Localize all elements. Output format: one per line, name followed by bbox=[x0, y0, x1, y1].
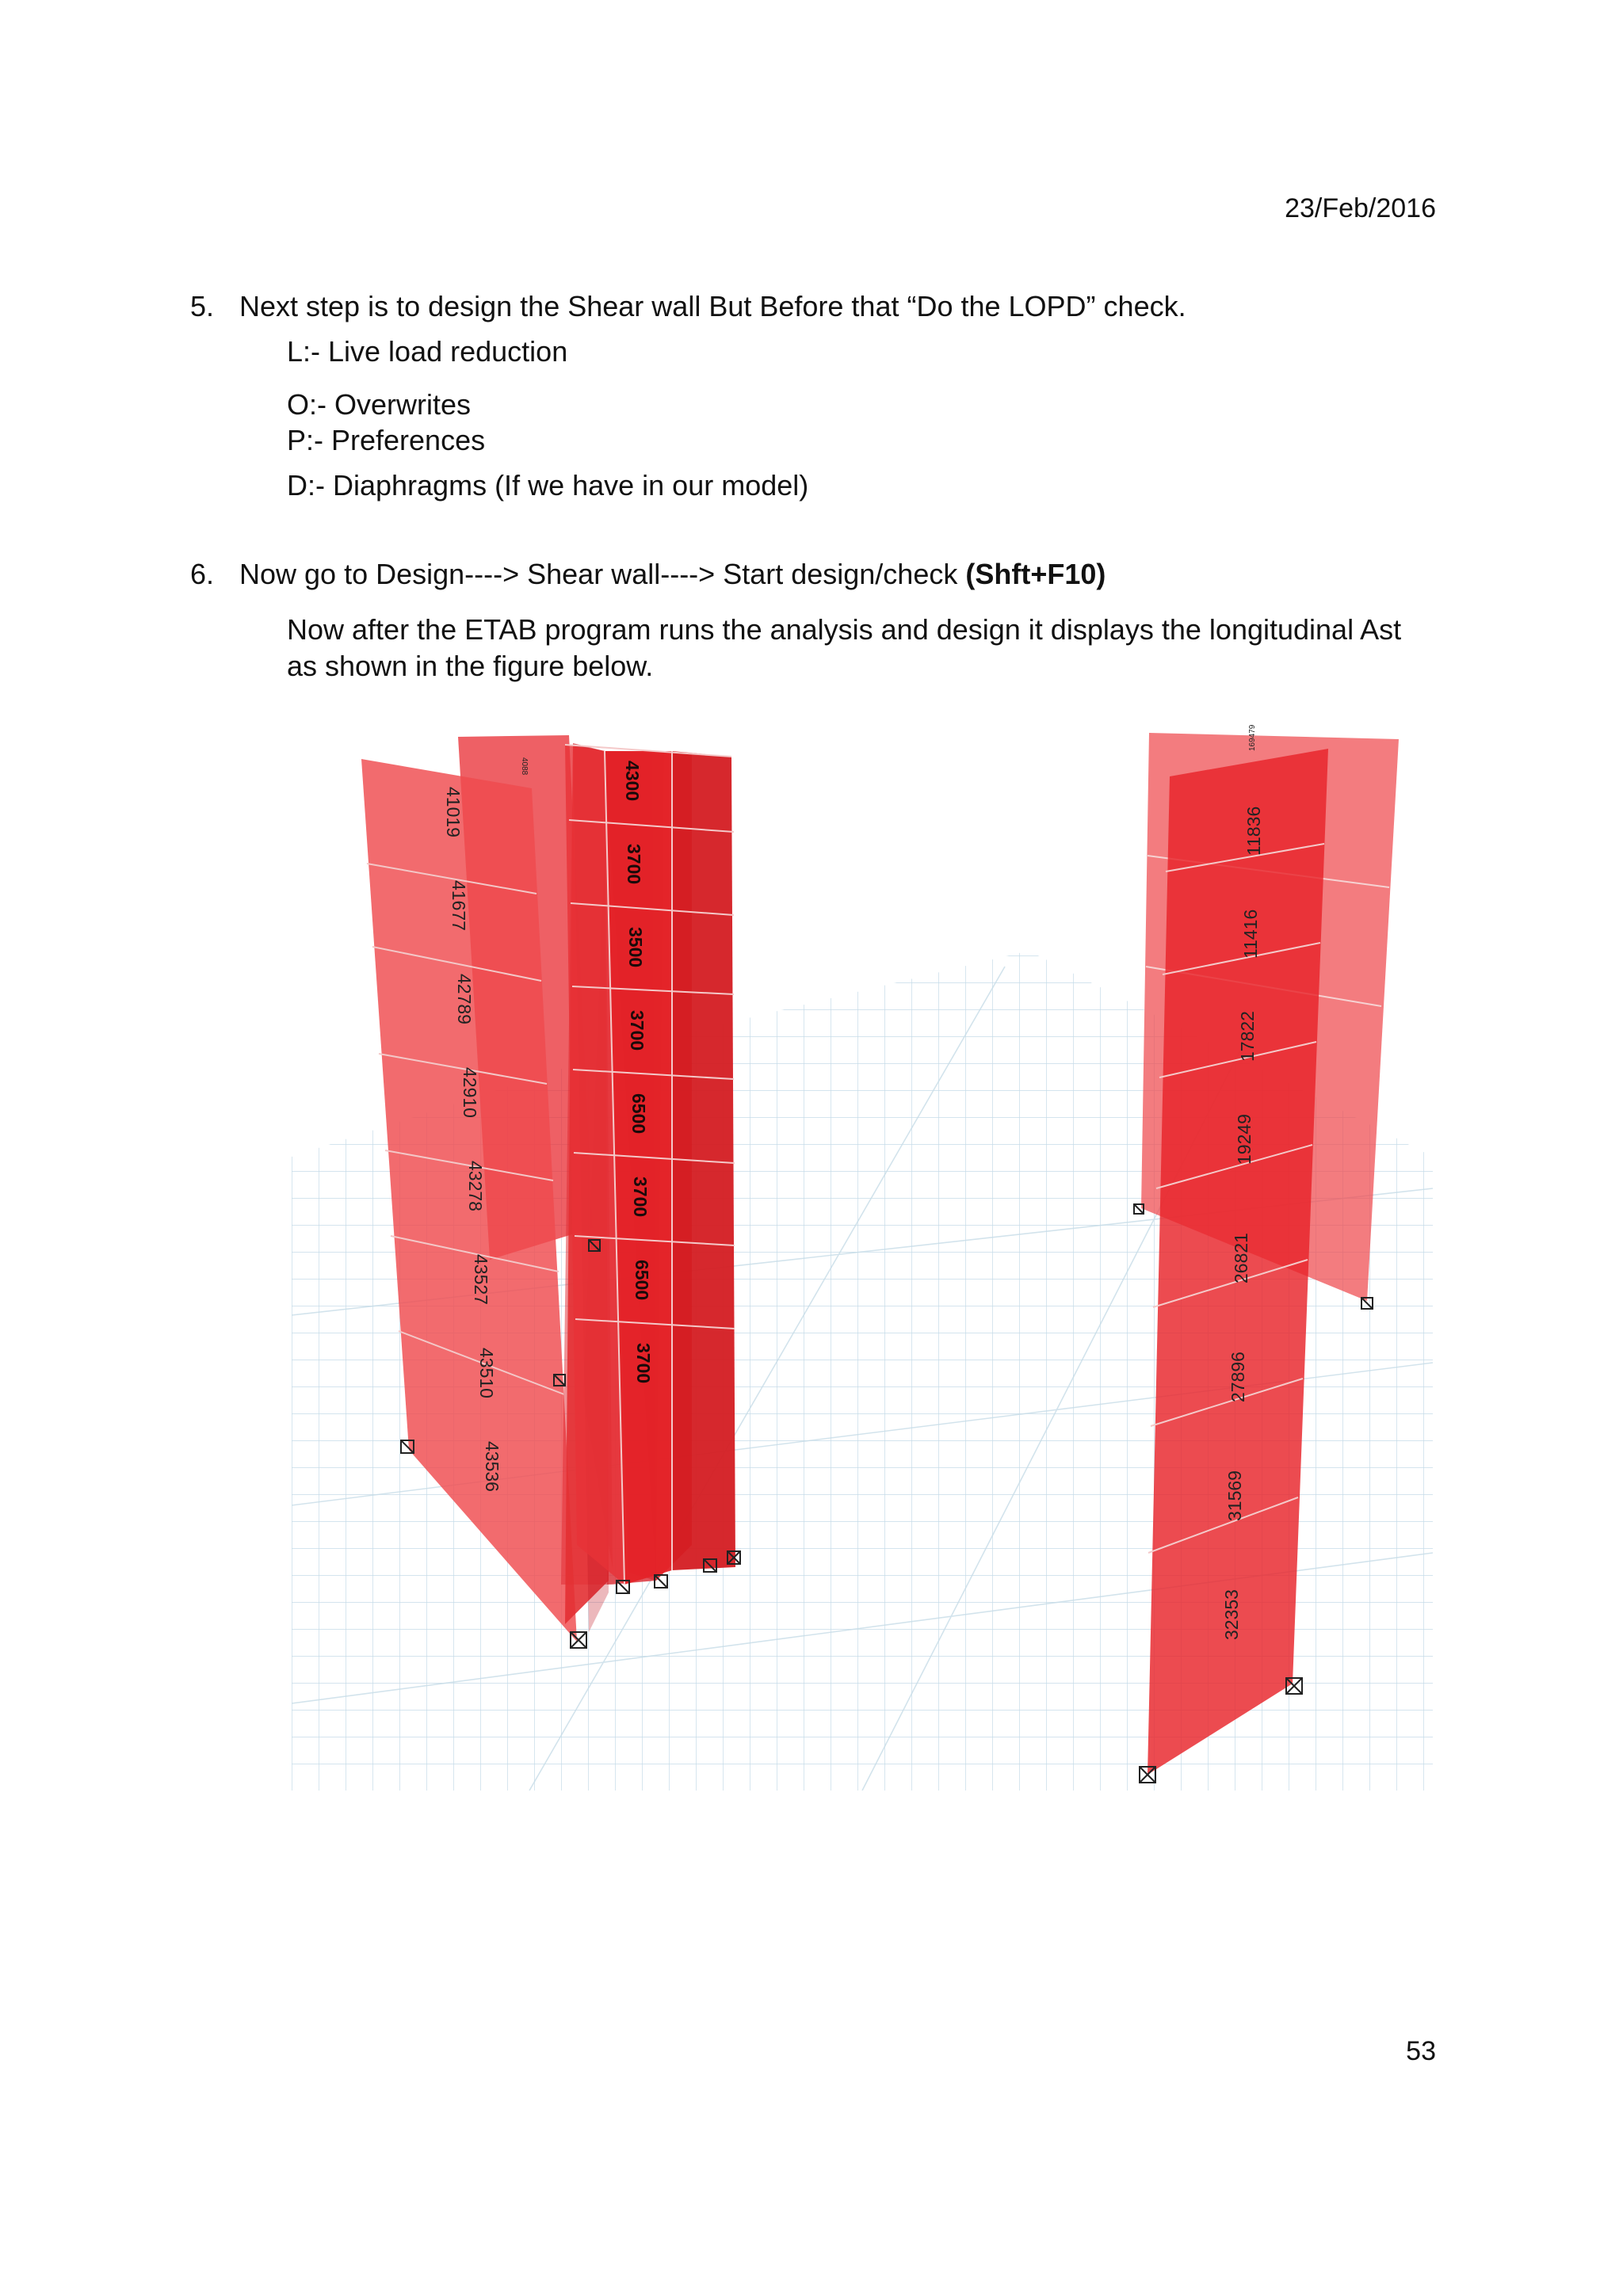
right-wall-value: 11836 bbox=[1243, 806, 1264, 856]
right-wall-value: 31569 bbox=[1224, 1470, 1245, 1521]
shear-wall-design-figure bbox=[292, 713, 1433, 1791]
left-back-wall-top-label: 4088 bbox=[520, 757, 529, 776]
page-date: 23/Feb/2016 bbox=[1285, 193, 1436, 223]
core-value: 4300 bbox=[622, 761, 643, 802]
right-wall-value: 11416 bbox=[1240, 909, 1261, 959]
lopd-item-o: O:- Overwrites bbox=[287, 388, 472, 421]
core-value: 3700 bbox=[624, 844, 644, 885]
right-back-wall-top-label: 169479 bbox=[1248, 724, 1257, 751]
step-6-shortcut: (Shft+F10) bbox=[965, 558, 1106, 590]
page-number: 53 bbox=[1406, 2036, 1436, 2066]
core-value: 3700 bbox=[630, 1177, 651, 1218]
right-wall-value: 17822 bbox=[1237, 1011, 1258, 1062]
right-wall-value: 26821 bbox=[1231, 1233, 1251, 1283]
step-6 bbox=[190, 556, 1106, 592]
core-value: 3700 bbox=[627, 1010, 647, 1051]
step-5-number: 5. bbox=[190, 290, 215, 322]
left-wall-value: 43278 bbox=[465, 1161, 486, 1211]
right-wall-value: 32353 bbox=[1221, 1589, 1242, 1640]
step-6-number: 6. bbox=[190, 558, 215, 590]
left-wall-value: 42910 bbox=[460, 1067, 480, 1118]
step-6-paragraph-line-2: as shown in the figure below. bbox=[287, 650, 654, 682]
lopd-item-d: D:- Diaphragms (If we have in our model) bbox=[287, 469, 809, 502]
core-front-face bbox=[565, 745, 735, 1585]
right-wall-value: 27896 bbox=[1228, 1352, 1248, 1402]
right-wall-value: 19249 bbox=[1234, 1114, 1254, 1165]
step-5 bbox=[190, 288, 1186, 324]
step-5-text: Next step is to design the Shear wall But Before that “Do the LOPD” check. bbox=[239, 290, 1186, 322]
lopd-item-l: L:- Live load reduction bbox=[287, 335, 568, 368]
core-value: 3500 bbox=[625, 927, 646, 968]
lopd-item-p: P:- Preferences bbox=[287, 424, 486, 456]
left-wall-value: 43527 bbox=[471, 1254, 491, 1305]
core-value: 3700 bbox=[633, 1343, 654, 1384]
left-wall-value: 43536 bbox=[482, 1441, 502, 1492]
left-wall-value: 42789 bbox=[454, 974, 475, 1024]
left-wall-value: 41019 bbox=[443, 787, 464, 837]
left-wall-value: 41677 bbox=[449, 880, 469, 931]
step-6-text: Now go to Design----> Shear wall----> Start design/check bbox=[239, 558, 966, 590]
left-wall-value: 43510 bbox=[476, 1348, 497, 1398]
core-value: 6500 bbox=[632, 1260, 652, 1301]
core-value: 6500 bbox=[628, 1093, 649, 1135]
step-6-paragraph-line-1: Now after the ETAB program runs the analysis and design it displays the longitudinal Ast bbox=[287, 613, 1402, 646]
